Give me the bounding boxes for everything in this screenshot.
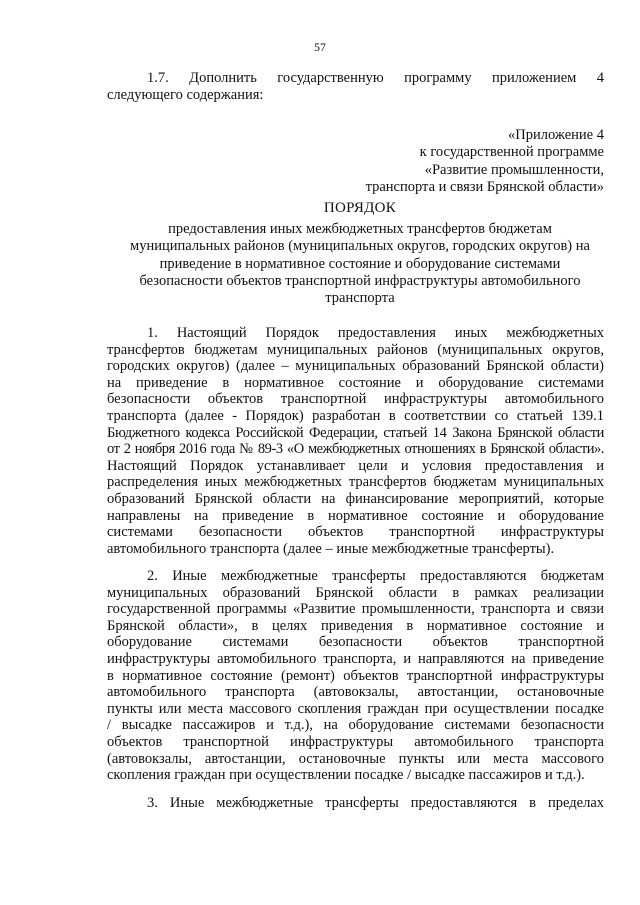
- text-line: Бюджетного кодекса Российской Федерации, статьей 14 Закона Брянской области: [107, 424, 604, 441]
- text-line: оборудование системами безопасности объектов транспортной: [107, 634, 604, 651]
- text-line: (автовокзалы, автостанции, остановочные пункты или места массового: [107, 750, 604, 767]
- text-line: в нормативное состояние (ремонт) объектов транспортной инфраструктуры: [107, 667, 604, 684]
- text-line: пункты или места массового скопления граждан при осуществлении посадке: [107, 700, 604, 717]
- text-line: автомобильного транспорта (автовокзалы, автостанции, остановочные: [107, 684, 604, 701]
- text-line: образований Брянской области на финансирование мероприятий, которые: [107, 490, 604, 507]
- text-line: распределения иных межбюджетных трансфертов бюджетам муниципальных: [107, 474, 604, 491]
- text-line: / высадке пассажиров и т.д.), на оборудование системами безопасности: [107, 717, 604, 734]
- subtitle-line: безопасности объектов транспортной инфраструктуры автомобильного: [139, 272, 581, 289]
- page-number: 57: [314, 40, 326, 54]
- paragraph-1: [107, 325, 604, 557]
- appendix-line: транспорта и связи Брянской области»: [365, 179, 604, 196]
- paragraph-3: [107, 795, 604, 812]
- appendix-reference: [366, 127, 604, 197]
- text-line: трансфертов бюджетам муниципальных районов (муниципальных округов,: [107, 341, 604, 358]
- text-line: от 2 ноября 2016 года № 89-3 «О межбюджетных отношениях в Брянской области».: [107, 441, 604, 458]
- appendix-line: «Приложение 4: [508, 127, 604, 143]
- document-subtitle: [100, 221, 620, 307]
- text-line: автомобильного транспорта (далее – иные межбюджетные трансферты).: [107, 540, 555, 557]
- appendix-line: «Развитие промышленности,: [424, 161, 604, 178]
- text-line: следующего содержания:: [107, 86, 264, 103]
- text-line: государственной программы «Развитие промышленности, транспорта и связи: [107, 601, 604, 618]
- subtitle-line: предоставления иных межбюджетных трансфертов бюджетам: [168, 221, 552, 237]
- document-title: ПОРЯДОК: [323, 200, 397, 216]
- text-line: Настоящий Порядок устанавливает цели и условия предоставления и: [107, 457, 604, 474]
- text-line: скопления граждан при осуществлении посадке / высадке пассажиров и т.д.).: [107, 767, 585, 784]
- text-line: 1.7. Дополнить государственную программу приложением 4: [147, 70, 604, 86]
- intro-paragraph: [107, 70, 604, 103]
- text-line: системами безопасности объектов транспортной инфраструктуры: [107, 524, 604, 541]
- text-line: муниципальных образований Брянской области в рамках реализации: [107, 584, 604, 601]
- text-line: 2. Иные межбюджетные трансферты предоставляются бюджетам: [147, 568, 604, 584]
- text-line: объектов транспортной инфраструктуры автомобильного транспорта: [107, 733, 604, 750]
- subtitle-line: приведение в нормативное состояние и оборудование системами: [159, 255, 561, 272]
- text-line: транспорта (далее - Порядок) разработан в соответствии со статьей 139.1: [107, 407, 604, 424]
- text-line: направлены на приведение в нормативное состояние и оборудование: [107, 507, 604, 524]
- text-line: 1. Настоящий Порядок предоставления иных межбюджетных: [147, 325, 604, 341]
- text-line: 3. Иные межбюджетные трансферты предоставляются в пределах: [147, 795, 604, 811]
- text-line: безопасности объектов транспортной инфраструктуры автомобильного: [107, 391, 604, 408]
- text-line: Брянской области», в целях приведения в нормативное состояние и: [107, 617, 604, 634]
- subtitle-line: транспорта: [325, 290, 395, 307]
- text-line: на приведение в нормативное состояние и оборудование системами: [107, 374, 604, 391]
- paragraph-2: [107, 568, 604, 784]
- text-line: городских округов) (далее – муниципальных образований Брянской области): [107, 358, 604, 375]
- text-line: инфраструктуры автомобильного транспорта, и направляются на приведение: [107, 650, 604, 667]
- appendix-line: к государственной программе: [419, 144, 604, 161]
- subtitle-line: муниципальных районов (муниципальных округов, городских округов) на: [130, 238, 590, 255]
